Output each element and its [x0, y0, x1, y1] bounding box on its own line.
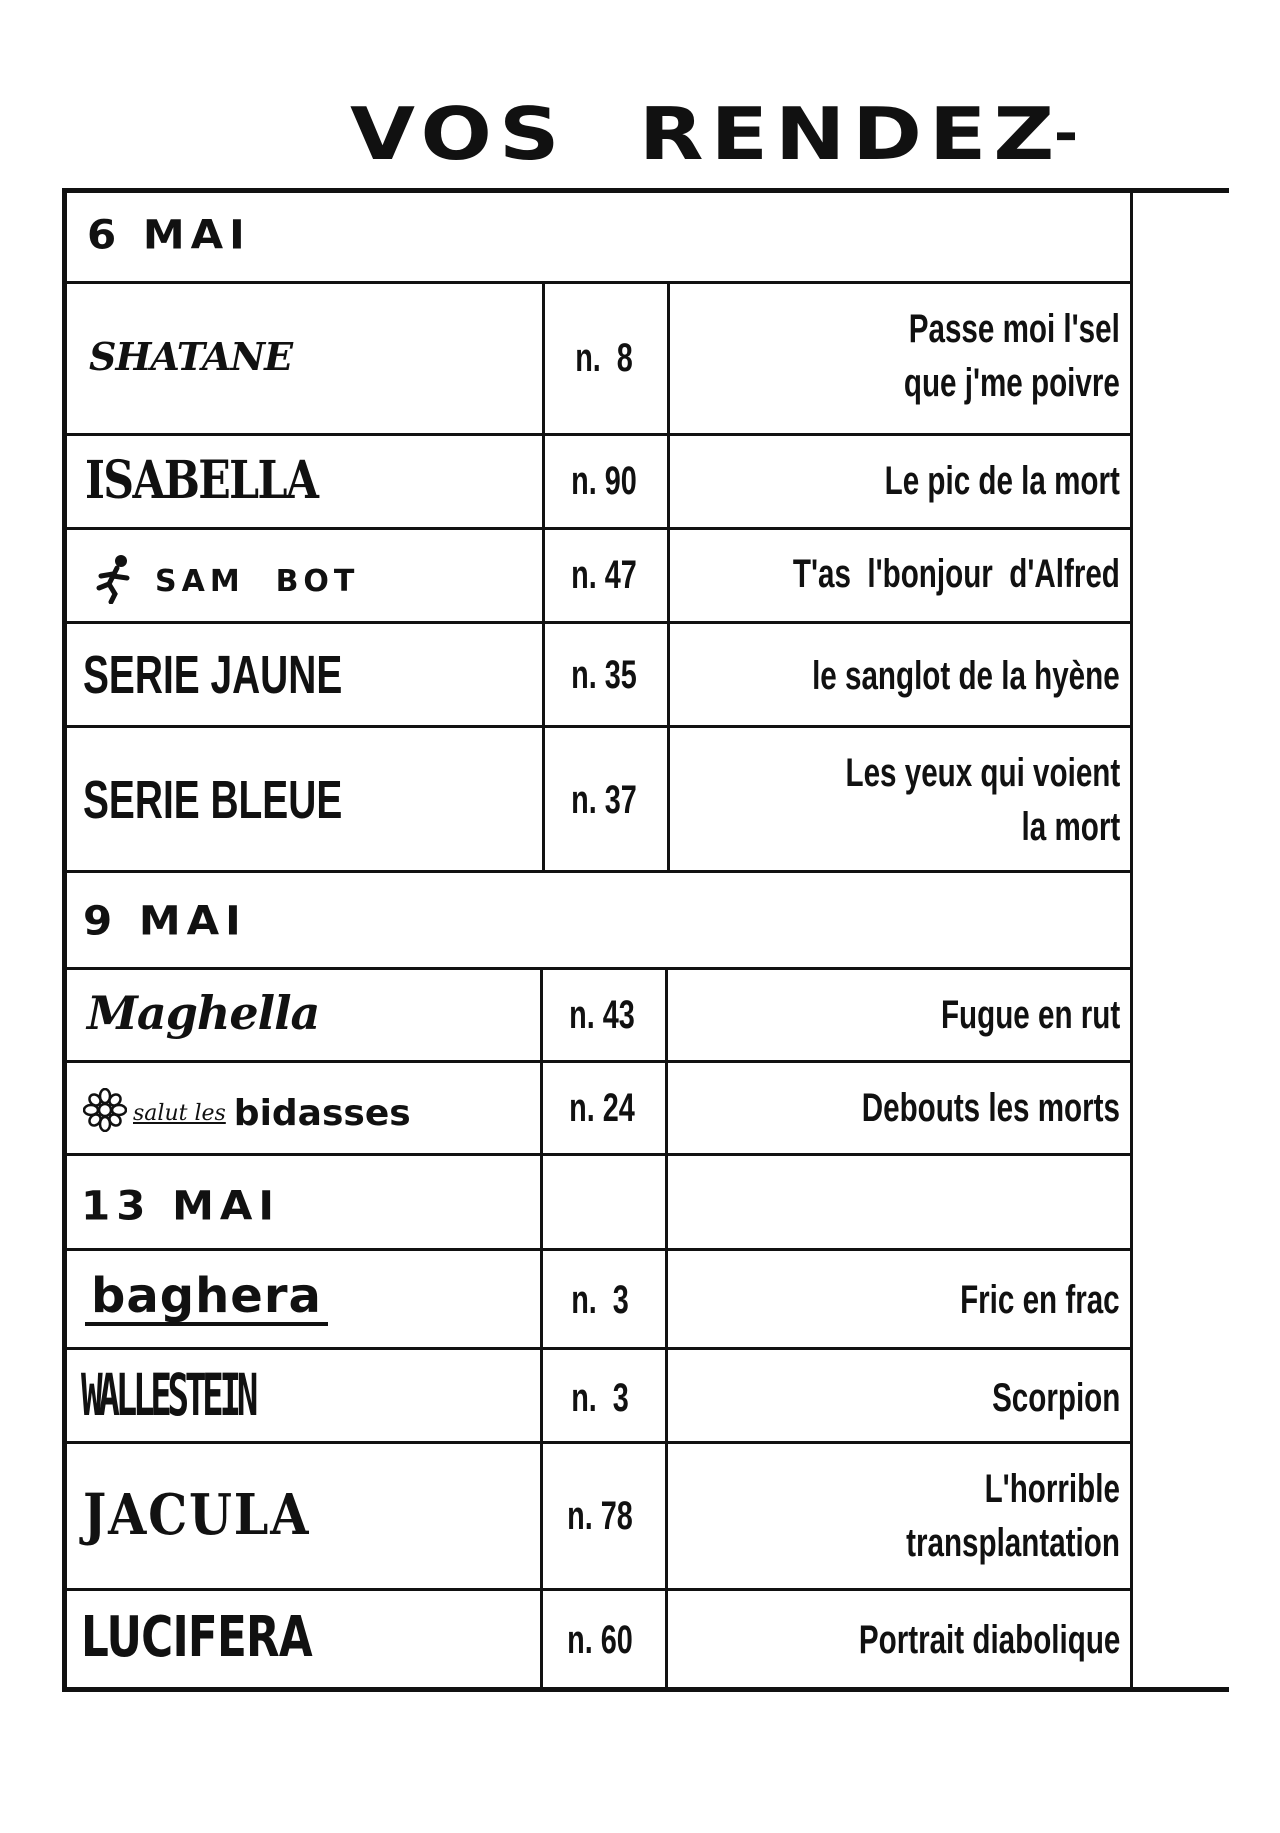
issue-number: n. 3 — [571, 1376, 629, 1420]
series-logo-lucifera: LUCIFERA — [81, 1605, 312, 1670]
flower-icon — [83, 1088, 127, 1139]
series-logo-jacula: JACULA — [83, 1482, 311, 1548]
issue-number: n. 3 — [571, 1278, 629, 1322]
series-logo-serie-jaune: SERIE JAUNE — [83, 645, 343, 705]
story-title: Le pic de la mort — [884, 459, 1120, 503]
series-logo-maghella: Maghella — [87, 986, 320, 1040]
column-divider — [667, 281, 670, 870]
date-heading: 6 MAI — [87, 211, 251, 258]
issue-number: n. 43 — [569, 993, 635, 1037]
story-title: Fugue en rut — [940, 993, 1120, 1037]
issue-number: n. 8 — [575, 336, 633, 380]
row-divider — [67, 1153, 1130, 1156]
story-title: le sanglot de la hyène — [812, 654, 1120, 698]
row-divider — [67, 967, 1130, 970]
series-logo-wallestein: WALLESTEIN — [81, 1361, 255, 1429]
column-divider — [542, 281, 545, 870]
row-divider — [67, 433, 1130, 436]
series-logo-sam-bot — [91, 554, 359, 610]
row-divider — [67, 1347, 1130, 1350]
schedule-table — [62, 190, 1133, 1692]
issue-number: n. 90 — [571, 459, 637, 503]
page-title: VOS RENDEZ — [350, 98, 1075, 170]
date-heading: 13 MAI — [81, 1182, 280, 1229]
issue-number: n. 37 — [571, 778, 637, 822]
row-divider — [67, 1588, 1130, 1591]
story-title: Fric en frac — [960, 1278, 1120, 1322]
column-divider — [665, 967, 668, 1692]
story-title: Passe moi l'sel que j'me poivre — [904, 307, 1120, 405]
row-divider — [67, 1248, 1130, 1251]
issue-number: n. 60 — [567, 1618, 633, 1662]
story-title: T'as l'bonjour d'Alfred — [793, 552, 1120, 596]
issue-number: n. 47 — [571, 553, 637, 597]
row-divider — [67, 621, 1130, 624]
column-divider — [540, 967, 543, 1692]
row-divider — [67, 725, 1130, 728]
series-logo-salut-les-bidasses — [83, 1088, 411, 1139]
row-divider — [67, 1441, 1130, 1444]
story-title: Les yeux qui voient la mort — [845, 751, 1120, 849]
series-label: SAM BOT — [155, 564, 360, 599]
series-logo-serie-bleue: SERIE BLEUE — [83, 770, 343, 830]
row-divider — [67, 1060, 1130, 1063]
story-title: Scorpion — [991, 1376, 1120, 1420]
row-divider — [67, 870, 1130, 873]
date-heading: 9 MAI — [83, 897, 247, 944]
issue-number: n. 24 — [569, 1086, 635, 1130]
story-title: Portrait diabolique — [858, 1618, 1120, 1662]
story-title: L'horrible transplantation — [906, 1467, 1120, 1565]
series-logo-baghera: baghera — [85, 1272, 328, 1326]
series-script-label: salut les — [133, 1100, 226, 1126]
row-divider — [67, 281, 1130, 284]
bottom-rule — [1130, 1687, 1229, 1692]
story-title: Debouts les morts — [861, 1086, 1120, 1130]
row-divider — [67, 527, 1130, 530]
series-logo-shatane: SHATANE — [89, 334, 293, 379]
issue-number: n. 78 — [567, 1494, 633, 1538]
series-label: bidasses — [233, 1092, 411, 1134]
series-logo-isabella: ISABELLA — [85, 450, 318, 511]
running-figure-icon — [91, 554, 135, 610]
issue-number: n. 35 — [571, 653, 637, 697]
